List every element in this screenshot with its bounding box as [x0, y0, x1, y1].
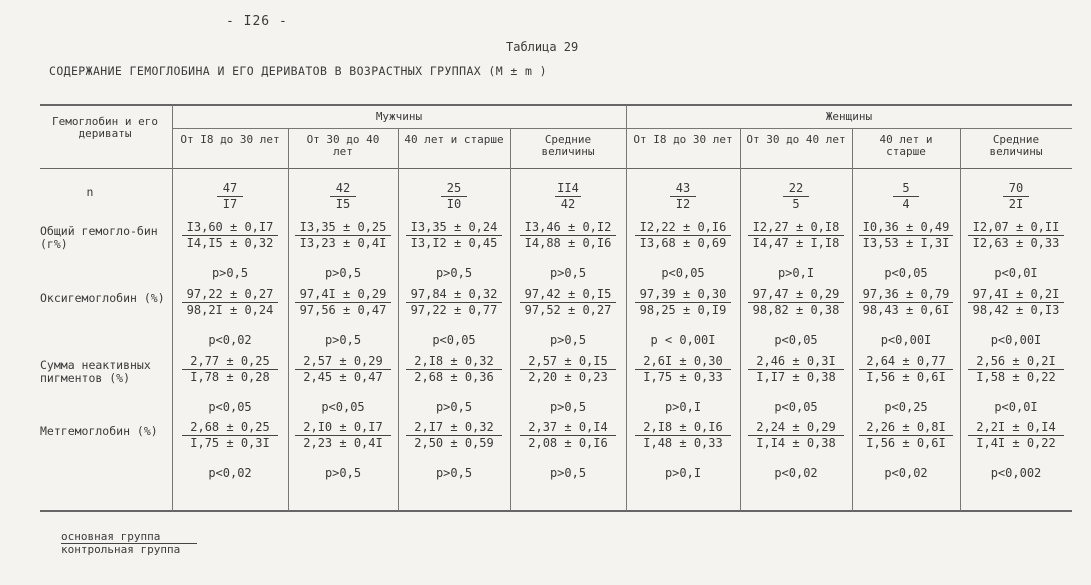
main-group-value: 2,37 ± 0,I4 — [528, 420, 608, 434]
value-fraction — [510, 420, 626, 451]
value-fraction — [288, 181, 398, 212]
p-value: p<0,02 — [208, 466, 252, 480]
value-fraction — [740, 354, 852, 385]
control-group-value: 98,82 ± 0,38 — [752, 303, 840, 317]
main-group-value: 97,4I ± 0,2I — [972, 287, 1060, 301]
value-fraction — [510, 354, 626, 385]
main-group-value: 2,I0 ± 0,I7 — [303, 420, 383, 434]
control-group-value: I3,53 ± I,3I — [862, 236, 950, 250]
row-label: Сумма неактивных пигментов (%) — [40, 358, 151, 385]
value-fraction — [960, 181, 1072, 212]
main-group-value: 70 — [1008, 181, 1024, 195]
row-label: Метгемоглобин (%) — [40, 424, 158, 438]
main-group-value: 2,57 ± 0,29 — [303, 354, 383, 368]
main-group-value: I3,35 ± 0,25 — [299, 220, 387, 234]
p-value: p<0,02 — [208, 333, 252, 347]
p-value: p>0,5 — [549, 266, 587, 280]
p-value: p<0,00I — [880, 333, 932, 347]
table-bottom-rule — [40, 510, 1072, 512]
control-group-value: 2,45 ± 0,47 — [303, 370, 383, 384]
control-group-value: 2,23 ± 0,4I — [303, 436, 383, 450]
value-fraction — [740, 181, 852, 212]
control-group-value: 5 — [792, 197, 800, 211]
p-value: p<0,25 — [884, 400, 928, 414]
p-value: p>0,5 — [324, 266, 362, 280]
main-group-value: I2,27 ± 0,I8 — [752, 220, 840, 234]
value-fraction — [626, 220, 740, 251]
main-group-value: 25 — [446, 181, 462, 195]
value-fraction — [172, 420, 288, 451]
main-group-value: 97,39 ± 0,30 — [639, 287, 727, 301]
control-group-value: I,48 ± 0,33 — [643, 436, 723, 450]
control-group-value: 2,68 ± 0,36 — [414, 370, 494, 384]
legend-main-group: основная группа — [61, 530, 161, 543]
main-group-value: 43 — [675, 181, 691, 195]
p-value: p<0,0I — [994, 266, 1038, 280]
value-fraction — [172, 287, 288, 318]
main-group-value: 2,64 ± 0,77 — [866, 354, 946, 368]
header-column: От I8 до 30 лет — [633, 133, 733, 146]
main-group-value: 47 — [222, 181, 238, 195]
value-fraction — [510, 181, 626, 212]
value-fraction — [626, 420, 740, 451]
main-group-value: 97,4I ± 0,29 — [299, 287, 387, 301]
main-group-value: I2,07 ± 0,II — [972, 220, 1060, 234]
main-group-value: I0,36 ± 0,49 — [862, 220, 950, 234]
value-fraction — [172, 181, 288, 212]
main-group-value: II4 — [557, 181, 579, 195]
control-group-value: 97,52 ± 0,27 — [524, 303, 612, 317]
main-group-value: 2,68 ± 0,25 — [190, 420, 270, 434]
control-group-value: I2 — [675, 197, 691, 211]
value-fraction — [852, 220, 960, 251]
value-fraction — [172, 354, 288, 385]
control-group-value: I,I7 ± 0,38 — [756, 370, 836, 384]
value-fraction — [626, 354, 740, 385]
value-fraction — [510, 220, 626, 251]
control-group-value: 98,2I ± 0,24 — [186, 303, 274, 317]
control-group-value: 42 — [560, 197, 576, 211]
value-fraction — [172, 220, 288, 251]
header-column: От 30 до 40 лет — [746, 133, 846, 146]
control-group-value: I4,88 ± 0,I6 — [524, 236, 612, 250]
main-group-value: 2,24 ± 0,29 — [756, 420, 836, 434]
control-group-value: I,I4 ± 0,38 — [756, 436, 836, 450]
main-group-value: 2,2I ± 0,I4 — [976, 420, 1056, 434]
control-group-value: I,75 ± 0,3I — [190, 436, 270, 450]
main-group-value: I3,46 ± 0,I2 — [524, 220, 612, 234]
control-group-value: 98,43 ± 0,6I — [862, 303, 950, 317]
p-value: p<0,02 — [884, 466, 928, 480]
p-value: p>0,I — [664, 400, 702, 414]
p-value: p < 0,00I — [650, 333, 716, 347]
main-group-value: 97,22 ± 0,27 — [186, 287, 274, 301]
value-fraction — [740, 220, 852, 251]
value-fraction — [510, 287, 626, 318]
control-group-value: I0 — [446, 197, 462, 211]
row-label: n — [86, 185, 94, 199]
main-group-value: 2,26 ± 0,8I — [866, 420, 946, 434]
p-value: p<0,05 — [661, 266, 705, 280]
header-column: 40 лет и старше — [404, 133, 504, 146]
main-group-value: I2,22 ± 0,I6 — [639, 220, 727, 234]
p-value: p<0,05 — [432, 333, 476, 347]
control-group-value: I3,68 ± 0,69 — [639, 236, 727, 250]
value-fraction — [398, 287, 510, 318]
main-group-value: 2,I7 ± 0,32 — [414, 420, 494, 434]
header-column: 40 лет и старше — [879, 133, 933, 158]
control-group-value: 97,22 ± 0,77 — [410, 303, 498, 317]
value-fraction — [288, 354, 398, 385]
control-group-value: I5 — [335, 197, 351, 211]
p-value: p<0,02 — [774, 466, 818, 480]
control-group-value: I,58 ± 0,22 — [976, 370, 1056, 384]
control-group-value: I3,I2 ± 0,45 — [410, 236, 498, 250]
value-fraction — [852, 287, 960, 318]
main-group-value: 97,42 ± 0,I5 — [524, 287, 612, 301]
value-fraction — [740, 420, 852, 451]
value-fraction — [960, 287, 1072, 318]
p-value: p>0,5 — [549, 333, 587, 347]
p-value: p<0,002 — [990, 466, 1042, 480]
main-group-value: 2,77 ± 0,25 — [190, 354, 270, 368]
value-fraction — [398, 420, 510, 451]
p-value: p>0,5 — [549, 400, 587, 414]
main-group-value: 97,36 ± 0,79 — [862, 287, 950, 301]
p-value: p<0,05 — [208, 400, 252, 414]
main-group-value: 2,56 ± 0,2I — [976, 354, 1056, 368]
control-group-value: I4,I5 ± 0,32 — [186, 236, 274, 250]
value-fraction — [626, 181, 740, 212]
header-first-column: Гемоглобин и его дериваты — [52, 115, 158, 140]
header-group-women: Женщины — [825, 110, 873, 123]
main-group-value: 2,6I ± 0,30 — [643, 354, 723, 368]
main-group-value: 5 — [902, 181, 910, 195]
p-value: p>0,5 — [549, 466, 587, 480]
control-group-value: I,78 ± 0,28 — [190, 370, 270, 384]
value-fraction — [288, 420, 398, 451]
legend-control-group: контрольная группа — [61, 543, 181, 556]
main-group-value: 22 — [788, 181, 804, 195]
header-group-men: Мужчины — [375, 110, 423, 123]
value-fraction — [398, 181, 510, 212]
main-group-value: 97,47 ± 0,29 — [752, 287, 840, 301]
control-group-value: 97,56 ± 0,47 — [299, 303, 387, 317]
page-number: - I26 - — [226, 14, 288, 29]
control-group-value: 4 — [902, 197, 910, 211]
control-group-value: I,56 ± 0,6I — [866, 370, 946, 384]
p-value: p>0,5 — [211, 266, 249, 280]
control-group-value: I7 — [222, 197, 238, 211]
control-group-value: I,75 ± 0,33 — [643, 370, 723, 384]
p-value: p<0,05 — [321, 400, 365, 414]
control-group-value: 98,42 ± 0,I3 — [972, 303, 1060, 317]
value-fraction — [288, 287, 398, 318]
value-fraction — [852, 354, 960, 385]
control-group-value: 2I — [1008, 197, 1024, 211]
control-group-value: I2,63 ± 0,33 — [972, 236, 1060, 250]
table-label: Таблица 29 — [506, 40, 579, 54]
p-value: p>0,5 — [324, 333, 362, 347]
p-value: p<0,05 — [884, 266, 928, 280]
p-value: p>0,I — [664, 466, 702, 480]
value-fraction — [626, 287, 740, 318]
control-group-value: 2,20 ± 0,23 — [528, 370, 608, 384]
value-fraction — [960, 354, 1072, 385]
value-fraction — [398, 220, 510, 251]
header-column: Средние величины — [989, 133, 1043, 158]
header-column: Средние величины — [541, 133, 595, 158]
group-header-rule — [172, 128, 1072, 129]
main-group-value: 2,46 ± 0,3I — [756, 354, 836, 368]
main-group-value: 2,I8 ± 0,32 — [414, 354, 494, 368]
value-fraction — [960, 220, 1072, 251]
table-header-rule — [40, 168, 1072, 169]
main-group-value: 2,57 ± 0,I5 — [528, 354, 608, 368]
control-group-value: 98,25 ± 0,I9 — [639, 303, 727, 317]
p-value: p<0,05 — [774, 400, 818, 414]
value-fraction — [960, 420, 1072, 451]
row-label: Общий гемогло-бин (г%) — [40, 224, 158, 251]
header-column: От 30 до 40 лет — [306, 133, 380, 158]
value-fraction — [288, 220, 398, 251]
p-value: p<0,05 — [774, 333, 818, 347]
main-group-value: I3,35 ± 0,24 — [410, 220, 498, 234]
control-group-value: I,56 ± 0,6I — [866, 436, 946, 450]
value-fraction — [852, 420, 960, 451]
control-group-value: I3,23 ± 0,4I — [299, 236, 387, 250]
p-value: p<0,00I — [990, 333, 1042, 347]
value-fraction — [740, 287, 852, 318]
main-group-value: 97,84 ± 0,32 — [410, 287, 498, 301]
control-group-value: I,4I ± 0,22 — [976, 436, 1056, 450]
row-label: Оксигемоглобин (%) — [40, 291, 165, 305]
control-group-value: 2,50 ± 0,59 — [414, 436, 494, 450]
value-fraction — [852, 181, 960, 212]
p-value: p<0,0I — [994, 400, 1038, 414]
control-group-value: 2,08 ± 0,I6 — [528, 436, 608, 450]
value-fraction — [398, 354, 510, 385]
main-group-value: 42 — [335, 181, 351, 195]
main-group-value: I3,60 ± 0,I7 — [186, 220, 274, 234]
table-caption: СОДЕРЖАНИЕ ГЕМОГЛОБИНА И ЕГО ДЕРИВАТОВ В ВОЗРАСТНЫХ ГРУППАХ (М ± m ) — [49, 64, 548, 78]
p-value: p>0,5 — [435, 266, 473, 280]
main-group-value: 2,I8 ± 0,I6 — [643, 420, 723, 434]
p-value: p>0,5 — [435, 400, 473, 414]
p-value: p>0,I — [777, 266, 815, 280]
control-group-value: I4,47 ± I,I8 — [752, 236, 840, 250]
p-value: p>0,5 — [435, 466, 473, 480]
p-value: p>0,5 — [324, 466, 362, 480]
header-column: От I8 до 30 лет — [180, 133, 280, 146]
table-top-rule — [40, 104, 1072, 106]
